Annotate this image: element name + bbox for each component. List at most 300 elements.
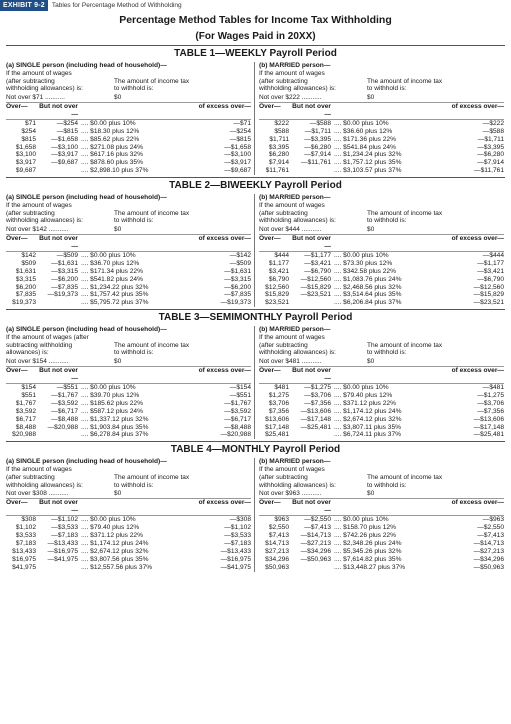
wage-description-text: If the amount of wages	[259, 466, 325, 474]
cell-over: $1,631	[15, 267, 36, 275]
cell-excess-over: —$1,711	[477, 135, 504, 143]
table-row	[6, 167, 251, 175]
wage-description-text: allowances) is:	[6, 349, 49, 357]
table-row	[259, 532, 504, 540]
table-row	[259, 548, 504, 556]
cell-excess-over: —$3,706	[477, 399, 504, 407]
tax-description-text: to withhold is:	[367, 217, 407, 225]
cell-amount: .... $0.00 plus 10%	[334, 516, 389, 524]
cell-but-not-over: —$50,963	[300, 555, 331, 563]
col-but-not-over: But not over—	[292, 499, 331, 515]
cell-excess-over: —$20,988	[220, 431, 251, 439]
col-excess-over: of excess over—	[198, 499, 251, 507]
cell-amount: .... $0.00 plus 10%	[81, 516, 136, 524]
cell-over: $1,177	[268, 259, 289, 267]
cell-amount: .... $39.70 plus 12%	[81, 391, 140, 399]
cell-but-not-over: —$7,413	[304, 524, 331, 532]
cell-over: $14,713	[265, 539, 289, 547]
cell-amount: .... $2,348.26 plus 24%	[334, 539, 402, 547]
cell-but-not-over: —$20,988	[47, 423, 78, 431]
col-excess-over: of excess over—	[451, 499, 504, 507]
column-headers	[6, 498, 251, 516]
cell-amount-text: $1,903.84 plus 35%	[90, 423, 149, 431]
cell-amount-text: $1,337.12 plus 32%	[90, 415, 149, 423]
cell-amount: .... $6,278.84 plus 37%	[81, 431, 149, 439]
cell-excess-over: —$3,315	[224, 275, 251, 283]
cell-amount: .... $18.30 plus 12%	[81, 127, 140, 135]
table-row	[6, 408, 251, 416]
not-over-row	[259, 357, 504, 366]
wage-description-line	[6, 334, 251, 342]
tables-container	[6, 45, 505, 574]
cell-amount: .... $0.00 plus 10%	[334, 251, 389, 259]
cell-but-not-over: —$815	[56, 127, 78, 135]
cell-over: $588	[274, 127, 289, 135]
tax-description-text	[367, 70, 504, 78]
exhibit-bar	[0, 0, 511, 11]
cell-amount: .... $541.84 plus 24%	[334, 143, 396, 151]
cell-amount: .... $2,674.12 plus 32%	[81, 547, 149, 555]
cell-amount: .... $1,174.12 plus 24%	[334, 407, 402, 415]
cell-amount-text: $1,757.12 plus 35%	[343, 159, 402, 167]
table-row	[259, 128, 504, 136]
cell-over: $9,687	[15, 167, 36, 175]
cell-amount: .... $1,174.12 plus 24%	[81, 539, 149, 547]
cell-but-not-over: —$14,713	[300, 531, 331, 539]
cell-but-not-over: —$12,560	[300, 275, 331, 283]
not-over-label: Not over $154 ...........	[6, 358, 69, 366]
wage-description-line	[259, 466, 504, 474]
not-over-label: Not over $71 ...........	[6, 93, 65, 101]
cell-amount-text: $2,348.26 plus 24%	[343, 539, 402, 547]
table-row	[6, 532, 251, 540]
table-row	[259, 516, 504, 524]
wage-description-text: subtracting withholding	[6, 341, 73, 349]
table-row	[259, 384, 504, 392]
cell-but-not-over: —$1,177	[304, 251, 331, 259]
cell-over: $1,275	[268, 391, 289, 399]
married-column	[255, 62, 504, 175]
cell-over: $7,835	[15, 291, 36, 299]
cell-but-not-over: —$6,717	[51, 407, 78, 415]
married-person-header: (b) MARRIED person—	[259, 62, 331, 69]
wage-description-line	[6, 342, 251, 350]
cell-amount: .... $12,557.56 plus 37%	[81, 563, 153, 571]
married-column	[255, 194, 504, 307]
wage-description-line	[259, 349, 504, 357]
table-row	[259, 392, 504, 400]
cell-excess-over: —$71	[233, 119, 251, 127]
single-column	[6, 194, 255, 307]
col-amount	[78, 367, 191, 383]
cell-excess-over: —$222	[482, 119, 504, 127]
column-headers	[259, 234, 504, 252]
tax-description-text: The amount of income tax	[367, 341, 443, 349]
tax-description-text: The amount of income tax	[114, 473, 190, 481]
cell-amount-text: $0.00 plus 10%	[343, 251, 389, 259]
table-row	[259, 252, 504, 260]
cell-but-not-over: —$3,917	[51, 151, 78, 159]
table-row	[259, 144, 504, 152]
cell-amount-text: $3,514.64 plus 35%	[343, 291, 402, 299]
cell-amount-text: $271.08 plus 24%	[90, 143, 143, 151]
cell-over: $11,761	[265, 167, 289, 175]
cell-excess-over: —$8,488	[224, 423, 251, 431]
cell-amount: .... $79.40 plus 12%	[81, 524, 140, 532]
cell-but-not-over: —$3,592	[51, 399, 78, 407]
table-row	[6, 284, 251, 292]
cell-but-not-over: —$3,533	[51, 524, 78, 532]
column-headers	[259, 498, 504, 516]
not-over-row	[259, 489, 504, 498]
single-person-header: (a) SINGLE person (including head of household)—	[6, 194, 167, 202]
cell-but-not-over	[289, 299, 331, 307]
cell-but-not-over: —$1,275	[304, 384, 331, 392]
cell-excess-over: —$3,421	[477, 267, 504, 275]
cell-excess-over: —$509	[229, 259, 251, 267]
cell-but-not-over: —$16,975	[47, 547, 78, 555]
cell-but-not-over: —$13,606	[300, 407, 331, 415]
single-person-header: (a) SINGLE person (including head of household)—	[6, 326, 167, 334]
table-body	[6, 194, 505, 307]
cell-but-not-over: —$7,183	[51, 531, 78, 539]
cell-excess-over: —$3,395	[477, 143, 504, 151]
col-but-not-over: But not over—	[292, 234, 331, 250]
cell-amount-text: $36.70 plus 12%	[90, 259, 140, 267]
cell-excess-over: —$19,373	[220, 299, 251, 307]
wage-description-line	[6, 78, 251, 86]
col-but-not-over: But not over—	[39, 234, 78, 250]
tax-description-text: The amount of income tax	[367, 77, 443, 85]
cell-excess-over: —$1,658	[224, 143, 251, 151]
cell-excess-over: —$16,975	[220, 555, 251, 563]
section-gap	[6, 572, 505, 574]
exhibit-label: EXHIBIT 9-2	[0, 0, 48, 11]
cell-but-not-over	[36, 564, 78, 572]
cell-excess-over: —$3,917	[224, 159, 251, 167]
cell-excess-over: —$34,296	[473, 555, 504, 563]
cell-excess-over: —$963	[482, 516, 504, 524]
table-row	[259, 136, 504, 144]
wage-description-line	[259, 474, 504, 482]
table-body	[6, 458, 505, 571]
cell-but-not-over: —$3,706	[304, 391, 331, 399]
cell-amount: .... $1,757.12 plus 35%	[334, 159, 402, 167]
cell-excess-over: —$481	[482, 384, 504, 392]
tax-description-text: The amount of income tax	[114, 341, 190, 349]
cell-excess-over: —$815	[229, 135, 251, 143]
table-row	[259, 299, 504, 307]
tax-description-text: The amount of income tax	[367, 209, 443, 217]
table-row	[6, 400, 251, 408]
cell-over: $481	[274, 384, 289, 392]
wage-description-line	[6, 349, 251, 357]
cell-over: $3,706	[268, 399, 289, 407]
tax-description-text: The amount of income tax	[367, 473, 443, 481]
cell-amount: .... $1,083.76 plus 24%	[334, 275, 402, 283]
cell-excess-over: —$6,200	[224, 283, 251, 291]
col-excess-over: of excess over—	[198, 102, 251, 110]
cell-over: $815	[21, 135, 36, 143]
tax-description-text	[114, 70, 251, 78]
cell-but-not-over: —$7,914	[304, 151, 331, 159]
table-row	[259, 291, 504, 299]
cell-over: $25,481	[265, 431, 289, 439]
col-but-not-over: But not over—	[292, 367, 331, 383]
cell-amount-text: $1,234.24 plus 32%	[343, 151, 402, 159]
cell-amount: .... $5,345.26 plus 32%	[334, 547, 402, 555]
cell-excess-over: —$1,631	[224, 267, 251, 275]
wage-description-text: If the amount of wages	[6, 202, 72, 210]
cell-over: $23,521	[265, 299, 289, 307]
cell-over: $3,100	[15, 151, 36, 159]
cell-excess-over: —$7,914	[477, 159, 504, 167]
cell-amount: .... $36.60 plus 12%	[334, 127, 393, 135]
not-over-label: Not over $142 ...........	[6, 225, 69, 233]
table-row	[6, 556, 251, 564]
cell-amount: .... $7,614.82 plus 35%	[334, 555, 402, 563]
cell-amount: .... $3,807.56 plus 35%	[81, 555, 149, 563]
wage-description-line	[6, 70, 251, 78]
cell-excess-over: —$1,767	[224, 399, 251, 407]
not-over-label: Not over $481 ...........	[259, 358, 322, 366]
cell-but-not-over: —$1,711	[304, 127, 331, 135]
single-column	[6, 326, 255, 439]
table-row	[6, 392, 251, 400]
cell-over: $15,829	[265, 291, 289, 299]
cell-over: $3,395	[268, 143, 289, 151]
cell-amount-text: $13,448.27 plus 37%	[343, 563, 406, 571]
cell-over: $142	[21, 251, 36, 259]
cell-but-not-over: —$7,356	[304, 399, 331, 407]
cell-over: $2,550	[268, 524, 289, 532]
col-amount	[78, 103, 191, 119]
cell-but-not-over: —$7,835	[51, 283, 78, 291]
cell-amount: .... $5,795.72 plus 37%	[81, 299, 149, 307]
cell-amount-text: $7,614.82 plus 35%	[343, 555, 402, 563]
cell-over: $551	[21, 391, 36, 399]
col-amount	[78, 235, 191, 251]
cell-over: $50,963	[265, 563, 289, 571]
cell-amount: .... $158.70 plus 12%	[334, 524, 396, 532]
cell-but-not-over: —$3,100	[51, 143, 78, 151]
column-headers	[6, 102, 251, 120]
wage-description-line	[259, 202, 504, 210]
cell-over: $222	[274, 119, 289, 127]
cell-excess-over: —$588	[482, 127, 504, 135]
not-over-amount: $0	[367, 93, 375, 101]
col-amount	[331, 235, 444, 251]
cell-but-not-over: —$1,767	[51, 391, 78, 399]
wage-description-line	[6, 202, 251, 210]
cell-amount: .... $6,724.11 plus 37%	[334, 431, 401, 439]
cell-amount-text: $1,174.12 plus 24%	[343, 407, 402, 415]
cell-excess-over: —$50,963	[473, 563, 504, 571]
cell-amount: .... $0.00 plus 10%	[334, 119, 389, 127]
page-subtitle: (For Wages Paid in 20XX)	[195, 31, 316, 42]
cell-but-not-over: —$588	[309, 119, 331, 127]
cell-but-not-over: —$3,395	[304, 135, 331, 143]
cell-excess-over: —$1,275	[477, 391, 504, 399]
cell-over: $7,413	[268, 531, 289, 539]
cell-amount-text: $342.58 plus 22%	[343, 267, 396, 275]
table-row	[6, 564, 251, 572]
cell-amount: .... $36.70 plus 12%	[81, 259, 140, 267]
tax-description-text	[367, 334, 504, 342]
cell-but-not-over: —$509	[56, 251, 78, 259]
wage-description-line	[259, 85, 504, 93]
cell-excess-over: —$444	[482, 251, 504, 259]
wage-description-line	[6, 85, 251, 93]
cell-excess-over: —$308	[229, 516, 251, 524]
table-body	[6, 326, 505, 439]
exhibit-caption: Tables for Percentage Method of Withholding	[51, 2, 182, 9]
column-headers	[259, 102, 504, 120]
cell-over: $27,213	[265, 547, 289, 555]
wage-description-text: (after subtracting	[6, 473, 55, 481]
cell-amount-text: $39.70 plus 12%	[90, 391, 140, 399]
wage-description-line	[259, 210, 504, 218]
single-person-header: (a) SINGLE person (including head of household)—	[6, 62, 167, 69]
wage-description-text: (after subtracting	[259, 77, 308, 85]
cell-amount: .... $1,903.84 plus 35%	[81, 423, 149, 431]
table-row	[6, 299, 251, 307]
table-row	[6, 431, 251, 439]
married-person-header: (b) MARRIED person—	[259, 326, 331, 334]
tax-description-text	[114, 334, 251, 342]
not-over-row	[6, 357, 251, 366]
cell-amount: .... $541.82 plus 24%	[81, 275, 143, 283]
cell-amount: .... $371.12 plus 22%	[81, 531, 143, 539]
cell-over: $7,183	[15, 539, 36, 547]
cell-but-not-over: —$6,280	[304, 143, 331, 151]
cell-but-not-over: —$1,102	[51, 516, 78, 524]
cell-amount: .... $271.08 plus 24%	[81, 143, 143, 151]
cell-over: $3,315	[15, 275, 36, 283]
col-over: Over—	[259, 234, 281, 242]
cell-amount-text: $0.00 plus 10%	[90, 119, 136, 127]
not-over-label: Not over $444 ...........	[259, 225, 322, 233]
cell-amount-text: $79.40 plus 12%	[343, 391, 393, 399]
cell-amount-text: $158.70 plus 12%	[343, 524, 396, 532]
cell-but-not-over: —$17,148	[300, 415, 331, 423]
wage-description-text: If the amount of wages	[259, 202, 325, 210]
table-row	[259, 524, 504, 532]
not-over-amount: $0	[367, 358, 375, 366]
wage-description-line	[6, 474, 251, 482]
cell-amount-text: $2,468.56 plus 32%	[343, 283, 402, 291]
tax-description-text: to withhold is:	[114, 349, 154, 357]
cell-amount-text: $0.00 plus 10%	[90, 384, 136, 392]
single-column	[6, 62, 255, 175]
table-row	[6, 276, 251, 284]
cell-but-not-over: —$1,631	[51, 259, 78, 267]
cell-amount-text: $73.30 plus 12%	[343, 259, 393, 267]
cell-over: $20,988	[12, 431, 36, 439]
cell-over: $19,373	[12, 299, 36, 307]
col-amount	[331, 103, 444, 119]
table-row	[6, 424, 251, 432]
cell-amount-text: $1,174.12 plus 24%	[90, 539, 149, 547]
cell-amount-text: $185.62 plus 22%	[90, 399, 143, 407]
col-but-not-over: But not over—	[39, 367, 78, 383]
table-section	[6, 309, 505, 441]
col-excess-over: of excess over—	[451, 234, 504, 242]
single-person-header: (a) SINGLE person (including head of household)—	[6, 458, 167, 466]
not-over-label: Not over $222 ...........	[259, 93, 322, 101]
tax-description-text	[114, 466, 251, 474]
cell-amount-text: $5,795.72 plus 37%	[90, 299, 149, 307]
wage-description-line	[259, 482, 504, 490]
wage-description-line	[259, 217, 504, 225]
cell-over: $3,533	[15, 531, 36, 539]
table-row	[259, 424, 504, 432]
cell-over: $3,592	[15, 407, 36, 415]
cell-but-not-over: —$3,315	[51, 267, 78, 275]
cell-amount-text: $1,234.22 plus 32%	[90, 283, 149, 291]
cell-amount-text: $6,278.84 plus 37%	[90, 431, 149, 439]
cell-over: $254	[21, 127, 36, 135]
wage-description-line	[259, 78, 504, 86]
married-person-header: (b) MARRIED person—	[259, 194, 331, 202]
cell-over: $3,917	[15, 159, 36, 167]
wage-description-text: withholding allowances) is:	[6, 217, 83, 225]
cell-excess-over: —$14,713	[473, 539, 504, 547]
cell-but-not-over	[289, 167, 331, 175]
col-excess-over: of excess over—	[451, 102, 504, 110]
cell-excess-over: —$6,717	[224, 415, 251, 423]
cell-but-not-over	[36, 299, 78, 307]
cell-amount-text: $3,807.56 plus 35%	[90, 555, 149, 563]
wage-description-text: withholding allowances) is:	[259, 481, 336, 489]
cell-amount: .... $2,674.12 plus 32%	[334, 415, 402, 423]
tax-description-text	[367, 466, 504, 474]
cell-amount-text: $0.00 plus 10%	[343, 119, 389, 127]
cell-amount: .... $3,514.64 plus 35%	[334, 291, 402, 299]
wage-description-line	[6, 210, 251, 218]
col-over: Over—	[6, 102, 28, 110]
cell-over: $1,767	[15, 399, 36, 407]
cell-but-not-over: —$34,296	[300, 547, 331, 555]
cell-excess-over: —$11,761	[474, 167, 504, 175]
table-row	[259, 284, 504, 292]
cell-amount: .... $79.40 plus 12%	[334, 391, 393, 399]
cell-over: $444	[274, 251, 289, 259]
cell-amount-text: $171.36 plus 22%	[343, 135, 396, 143]
cell-amount: .... $878.60 plus 35%	[81, 159, 143, 167]
cell-amount-text: $1,757.42 plus 35%	[90, 291, 149, 299]
cell-but-not-over: —$23,521	[300, 291, 331, 299]
cell-excess-over: —$27,213	[473, 547, 504, 555]
cell-amount: .... $3,103.57 plus 37%	[334, 167, 402, 175]
wage-description-line	[259, 334, 504, 342]
table-row	[6, 516, 251, 524]
column-headers	[259, 366, 504, 384]
col-amount	[331, 367, 444, 383]
table-body	[6, 62, 505, 175]
not-over-amount: $0	[114, 490, 122, 498]
table-row	[259, 260, 504, 268]
cell-but-not-over: —$6,790	[304, 267, 331, 275]
not-over-label: Not over $308 ...........	[6, 490, 69, 498]
col-amount	[331, 499, 444, 515]
not-over-row	[259, 225, 504, 234]
cell-but-not-over: —$13,433	[47, 539, 78, 547]
not-over-row	[259, 93, 504, 102]
cell-amount: .... $617.16 plus 32%	[81, 151, 143, 159]
wage-description-text: If the amount of wages	[259, 70, 325, 77]
tax-description-text: The amount of income tax	[114, 77, 190, 85]
